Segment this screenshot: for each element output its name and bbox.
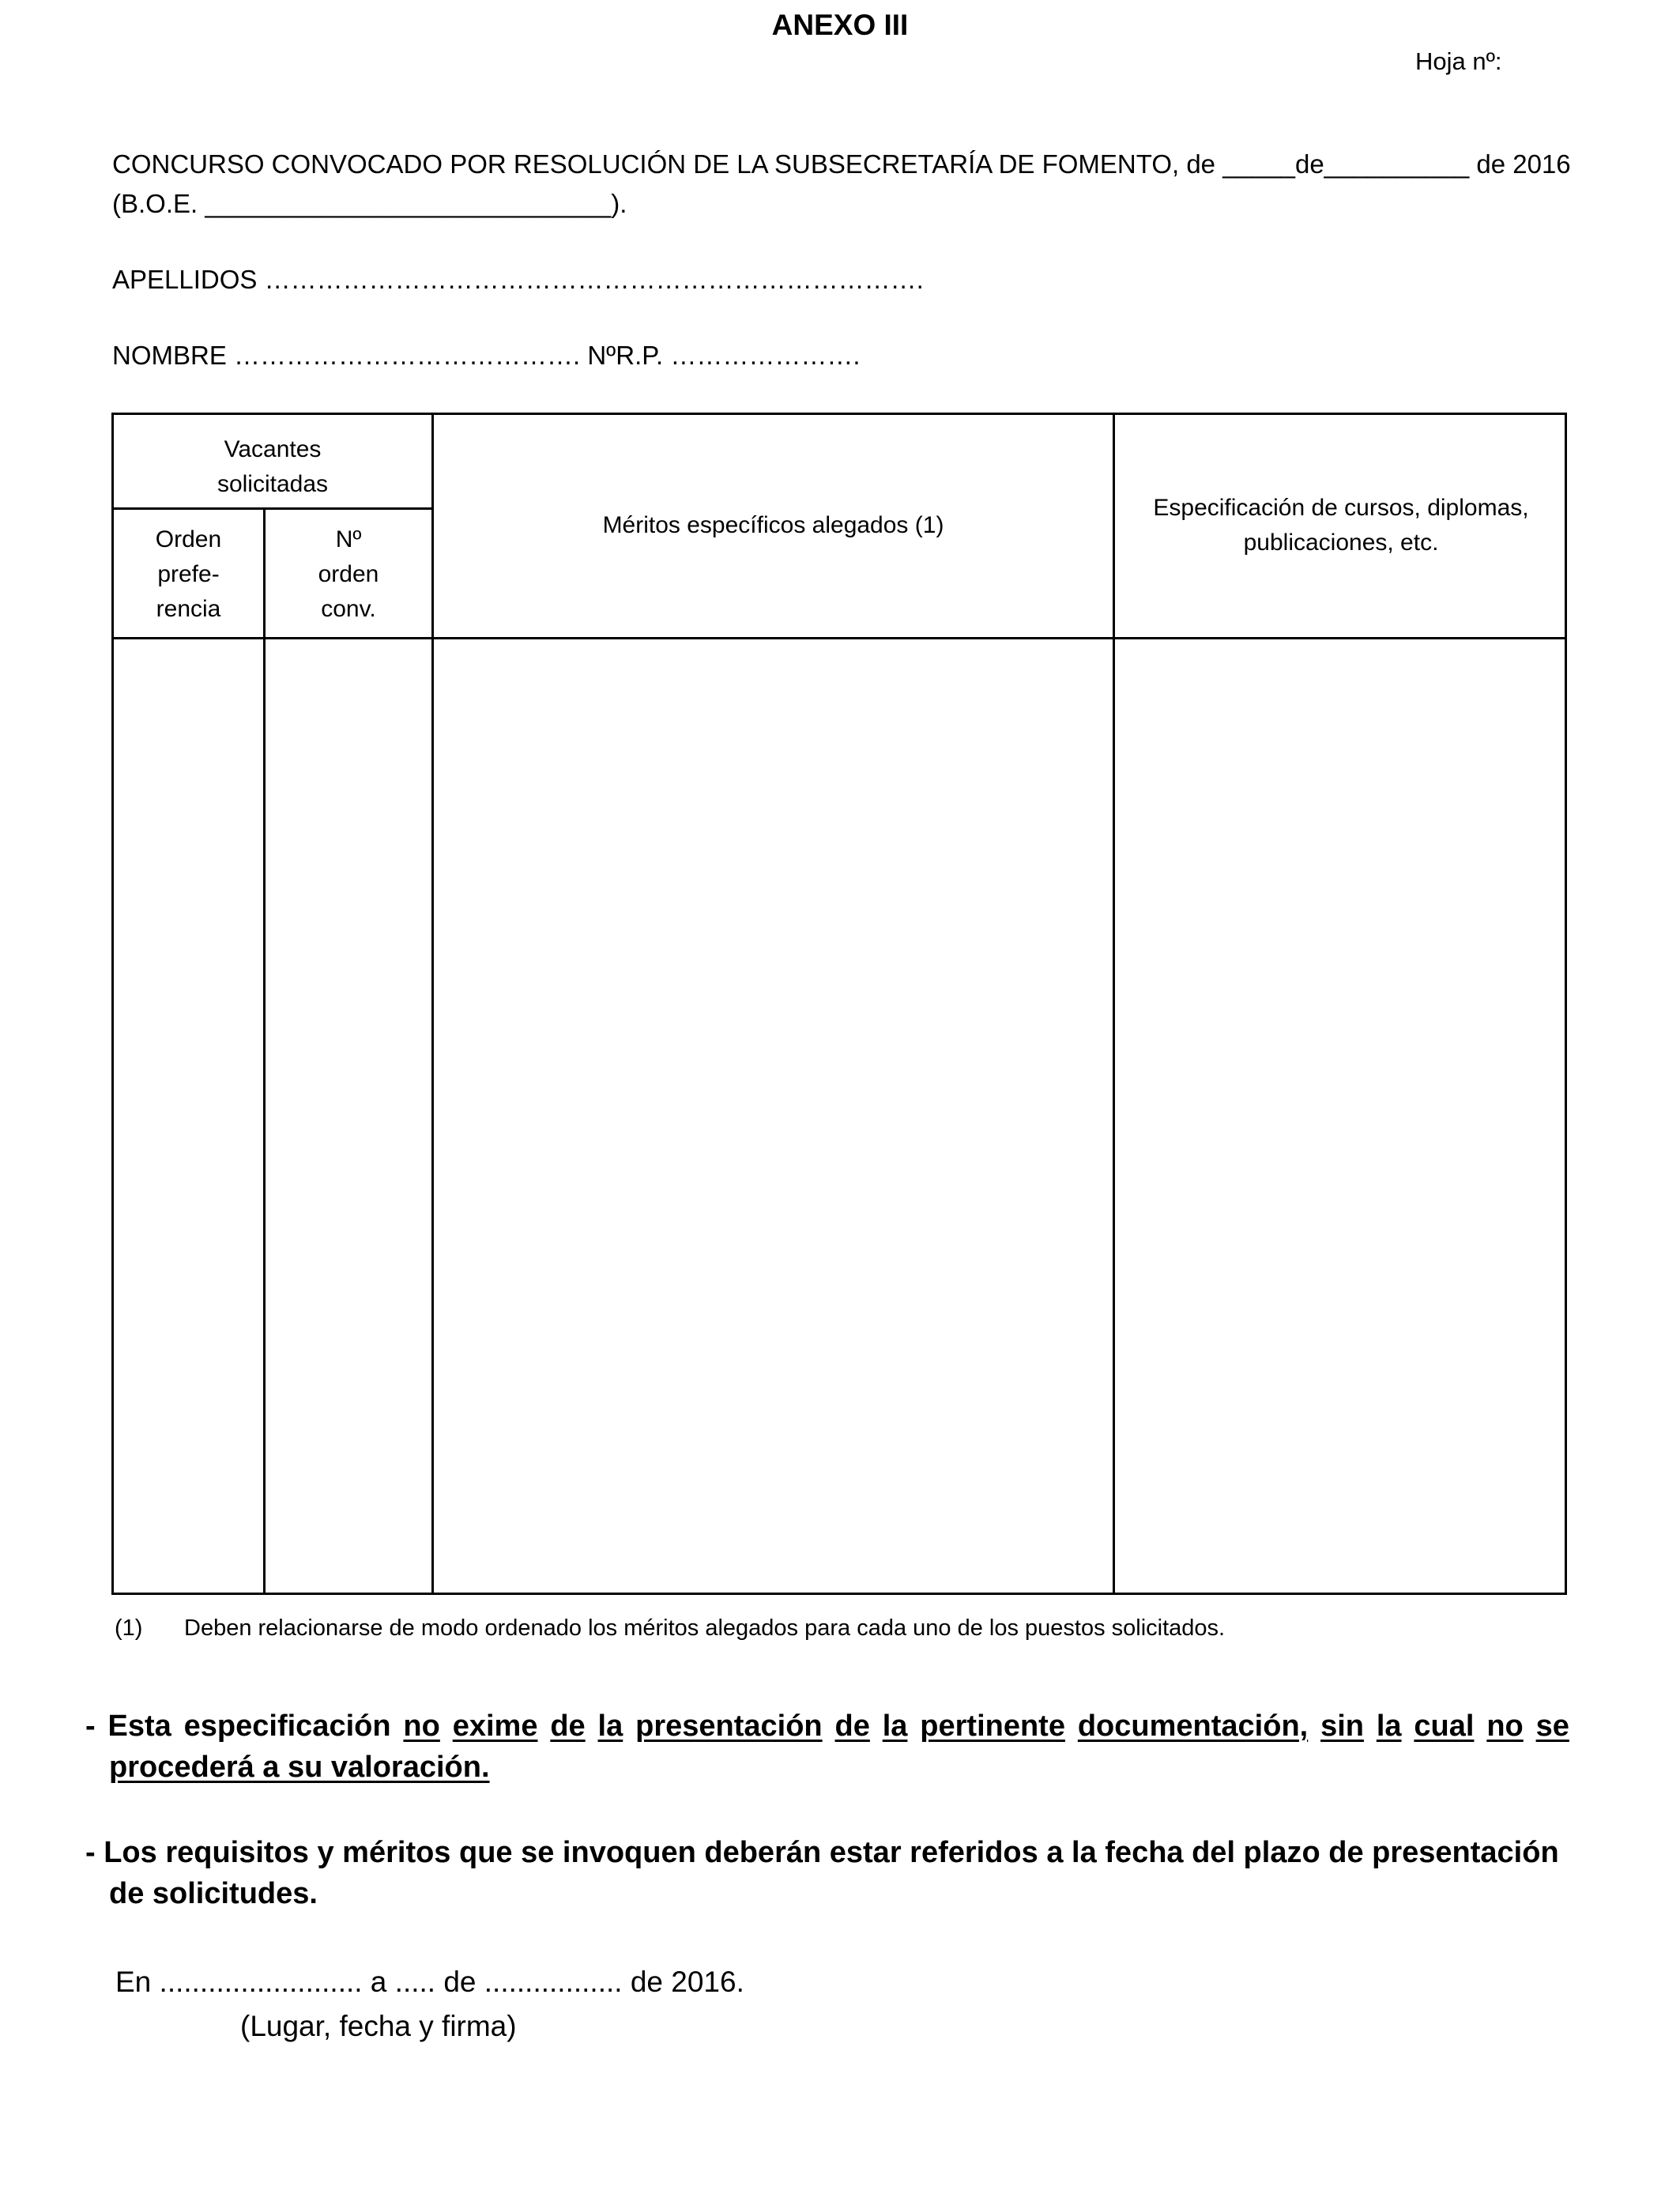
sheet-number-label: Hoja nº: bbox=[1415, 47, 1502, 75]
footnote-number: (1) bbox=[115, 1615, 143, 1641]
orden-preferencia-header: Orden prefe- rencia bbox=[155, 526, 222, 622]
note-word: sin bbox=[1320, 1710, 1364, 1743]
meritos-header: Méritos específicos alegados (1) bbox=[602, 512, 944, 538]
meritos-cell[interactable] bbox=[434, 639, 1113, 1593]
page-title: ANEXO III bbox=[771, 9, 909, 41]
merits-table bbox=[111, 413, 1567, 1595]
note-word: se bbox=[1535, 1710, 1569, 1743]
note-word: cual bbox=[1414, 1710, 1475, 1743]
note-word: Esta bbox=[107, 1710, 171, 1743]
apellidos-field: APELLIDOS …………………………………………………………………. bbox=[112, 265, 924, 294]
signature-caption: (Lugar, fecha y firma) bbox=[240, 2010, 517, 2042]
footnote-text: Deben relacionarse de modo ordenado los méritos alegados para cada uno de los puestos solicitados. bbox=[184, 1615, 1226, 1641]
note-line bbox=[85, 1706, 1569, 1747]
note-word: la bbox=[882, 1710, 908, 1743]
footnote bbox=[115, 1612, 1225, 1644]
orden-preferencia-cell[interactable] bbox=[114, 639, 263, 1593]
signature-line: En ......................... a ..... de ................. de 2016. bbox=[115, 1966, 744, 1998]
note-word: no bbox=[403, 1710, 440, 1743]
note-requirements bbox=[85, 1832, 1569, 1914]
note-word: no bbox=[1486, 1710, 1524, 1743]
note-word: presentación bbox=[635, 1710, 823, 1743]
note-word: - bbox=[85, 1710, 96, 1743]
especificacion-header: Especificación de cursos, diplomas, publicaciones, etc. bbox=[1153, 495, 1529, 556]
especificacion-cell[interactable] bbox=[1115, 639, 1565, 1593]
note-word: la bbox=[1376, 1710, 1402, 1743]
note-line: procederá a su valoración. bbox=[109, 1751, 490, 1784]
note-word: de bbox=[834, 1710, 870, 1743]
n-orden-conv-header: Nº orden conv. bbox=[318, 526, 379, 622]
note-word: exime bbox=[452, 1710, 538, 1743]
note-word: de bbox=[550, 1710, 586, 1743]
note-line: de solicitudes. bbox=[109, 1877, 318, 1910]
note-word: pertinente bbox=[920, 1710, 1065, 1743]
concurso-line: CONCURSO CONVOCADO POR RESOLUCIÓN DE LA SUBSECRETARÍA DE FOMENTO, de _____de__________ de 2016 bbox=[112, 149, 1571, 179]
boe-line: (B.O.E. ____________________________). bbox=[112, 189, 627, 218]
n-orden-conv-cell[interactable] bbox=[266, 639, 431, 1593]
note-word: documentación, bbox=[1077, 1710, 1309, 1743]
note-line: - Los requisitos y méritos que se invoquen deberán estar referidos a la fecha del plazo de presentación bbox=[85, 1836, 1559, 1869]
note-word: la bbox=[597, 1710, 623, 1743]
nombre-field: NOMBRE …………………………………. NºR.P. …………………. bbox=[112, 341, 861, 370]
note-word: especificación bbox=[183, 1710, 391, 1743]
table-divider bbox=[114, 507, 431, 510]
note-documentation bbox=[85, 1706, 1569, 1788]
vacantes-header: Vacantes solicitadas bbox=[217, 436, 329, 497]
